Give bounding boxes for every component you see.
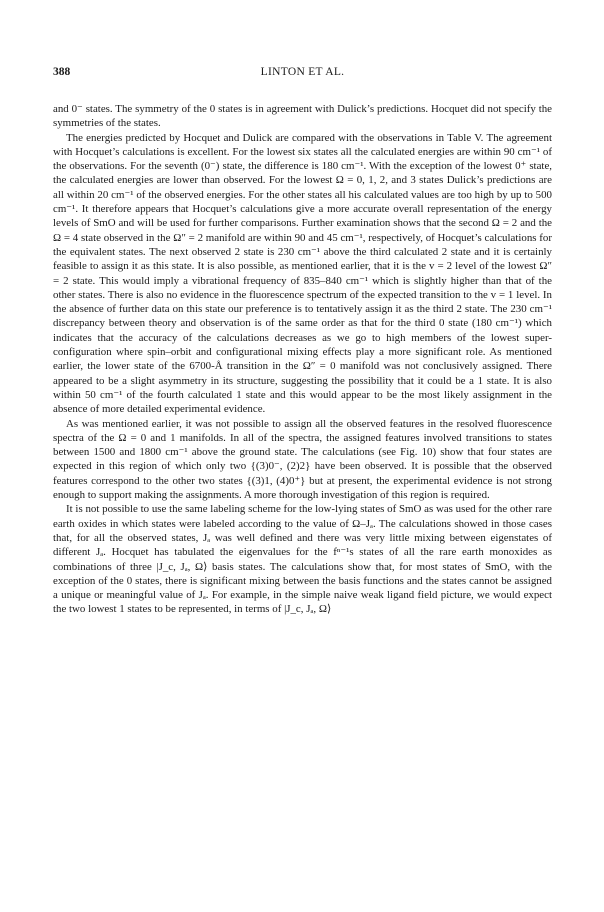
page-number: 388 (53, 66, 71, 78)
paragraph: The energies predicted by Hocquet and Dulick are compared with the observations in Table V. The agreement with Hocquet’s calculations is excellent. For the lowest six states all the calculated energies are within 90 cm⁻¹ of the observations. For the seventh (0⁻) state, the difference is 180 cm⁻¹. With the exception of the lowest 0⁺ state, the calculated energies are lower than observed. For the lowest Ω = 0, 1, 2, and 3 states Dulick’s predictions are all within 20 cm⁻¹ of the observed energies. For the other states all his calculated values are too high by up to 500 cm⁻¹. It therefore appears that Hocquet’s calculations give a more accurate overall representation of the energy levels of SmO and will be used for further comparisons. Further examination shows that the second Ω = 2 and the Ω = 4 state observed in the Ω″ = 2 manifold are within 90 and 45 cm⁻¹, respectively, of Hocquet’s calculations for the equivalent states. The next observed 2 state is 230 cm⁻¹ above the third calculated 2 state and it is certainly feasible to assign it as this state. It is also possible, as mentioned earlier, that it is the v = 2 level of the lowest Ω″ = 2 state. This would imply a vibrational frequency of 835–840 cm⁻¹ which is slightly higher than that of the other states. There is also no evidence in the fluorescence spectrum of the expected transition to the v = 1 level. In the absence of further data on this state our preference is to tentatively assign it as the third 2 state. The 230 cm⁻¹ discrepancy between theory and observation is of the same order as that for the third 0 state (180 cm⁻¹) which indicates that the accuracy of the calculations decreases as we go to high members of the lowest super-configuration where spin–orbit and configurational mixing effects play a more significant role. As mentioned earlier, the lower state of the 6700-Å transition in the Ω″ = 0 manifold was not conclusively assigned. There appeared to be a slight asymmetry in its structure, suggesting the possibility that it could be a 1 state. It is also within 50 cm⁻¹ of the fourth calculated 1 state and this would appear to be the most likely assignment in the absence of more detailed experimental evidence. (53, 131, 552, 416)
page-header (53, 66, 552, 82)
body-text (53, 102, 552, 617)
paragraph: and 0⁻ states. The symmetry of the 0 states is in agreement with Dulick’s predictions. Hocquet did not specify the symmetries of the states. (53, 103, 552, 130)
running-head: LINTON ET AL. (260, 66, 345, 78)
paragraph: As was mentioned earlier, it was not possible to assign all the observed features in the resolved fluorescence spectra of the Ω = 0 and 1 manifolds. In all of the spectra, the assigned features involved transitions to states between 1500 and 1800 cm⁻¹ above the ground state. The calculations (see Fig. 10) show that four states are expected in this region of which only two {(3)0⁻, (2)2} have been observed. It is possible that the observed features correspond to the other two states {(3)1, (4)0⁺} but at present, the experimental evidence is not strong enough to support making the assignments. A more thorough investigation of this region is required. (53, 417, 552, 502)
paragraph: It is not possible to use the same labeling scheme for the low-lying states of SmO as was used for the other rare earth oxides in which states were labeled according to the value of Ω–Jₐ. The calculations showed in those cases that, for all the observed states, Jₐ was well defined and there was very little mixing between eigenstates of different Jₐ. Hocquet has tabulated the eigenvalues for the fⁿ⁻¹s states of all the rare earth monoxides as combinations of three |J_c, Jₐ, Ω⟩ basis states. The calculations show that, for most states of SmO, with the exception of the 0 states, there is significant mixing between the basis functions and the states cannot be assigned a unique or meaningful value of Jₐ. For example, in the simple naive weak ligand field picture, we would expect the two lowest 1 states to be represented, in terms of |J_c, Jₐ, Ω⟩ (53, 503, 552, 616)
